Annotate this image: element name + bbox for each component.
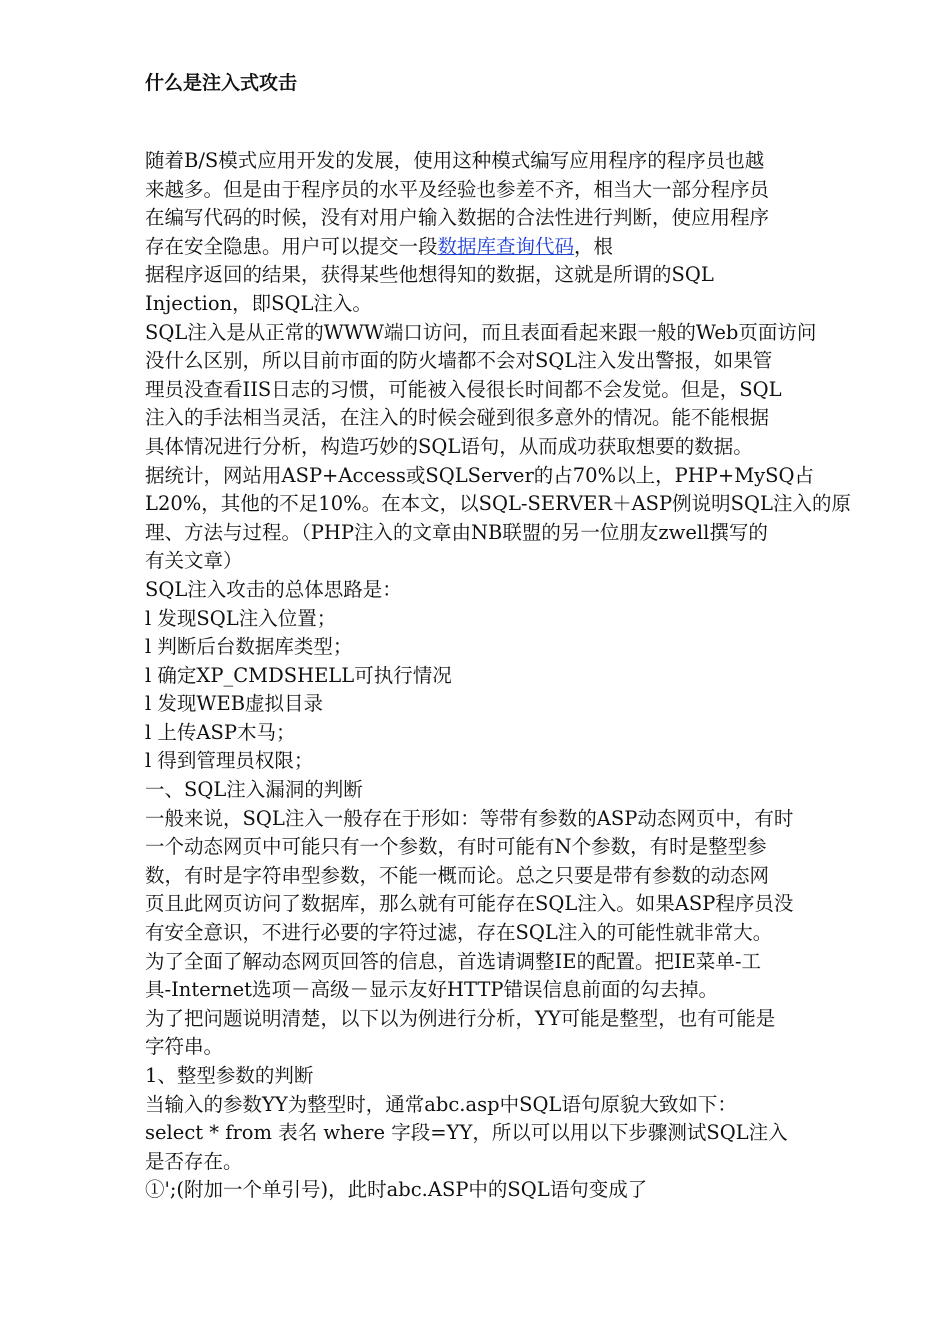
subsection-heading: 1、整型参数的判断 [145, 1064, 314, 1087]
paragraph-line: SQL注入攻击的总体思路是： [145, 577, 402, 601]
list-item: l 上传ASP木马； [145, 720, 296, 744]
paragraph-line: 当输入的参数YY为整型时，通常abc.asp中SQL语句原貌大致如下： [145, 1092, 737, 1116]
paragraph-line: 是否存在。 [145, 1149, 243, 1173]
list-item: l 得到管理员权限； [145, 749, 314, 773]
paragraph-line: Injection，即SQL注入。 [145, 291, 372, 315]
paragraph-line: 一般来说，SQL注入一般存在于形如：等带有参数的ASP动态网页中，有时 [145, 806, 794, 830]
paragraph-line: 有安全意识，不进行必要的字符过滤，存在SQL注入的可能性就非常大。 [145, 921, 773, 945]
page-title: 什么是注入式攻击 [145, 72, 298, 94]
line-text: ，根 [574, 234, 614, 258]
article-body [145, 147, 880, 1205]
paragraph-line: 据程序返回的结果，获得某些他想得知的数据，这就是所谓的SQL [145, 263, 714, 287]
paragraph-line: 字符串。 [145, 1035, 224, 1059]
paragraph-line: 来越多。但是由于程序员的水平及经验也参差不齐，相当大一部分程序员 [145, 177, 770, 201]
paragraph-line: 没什么区别，所以目前市面的防火墙都不会对SQL注入发出警报，如果管 [145, 349, 773, 373]
paragraph-line: 为了把问题说明清楚，以下以为例进行分析，YY可能是整型，也有可能是 [145, 1006, 776, 1030]
paragraph-line: 随着B/S模式应用开发的发展，使用这种模式编写应用程序的程序员也越 [145, 149, 765, 172]
paragraph-line: 数，有时是字符串型参数，不能一概而论。总之只要是带有参数的动态网 [145, 863, 770, 887]
paragraph-line: 页且此网页访问了数据库，那么就有可能存在SQL注入。如果ASP程序员没 [145, 892, 794, 916]
paragraph-line: 具-Internet选项－高级－显示友好HTTP错误信息前面的勾去掉。 [145, 978, 718, 1002]
paragraph-line: 为了全面了解动态网页回答的信息，首选请调整IE的配置。把IE菜单-工 [145, 949, 761, 973]
list-item: l 发现WEB虚拟目录 [145, 692, 324, 716]
paragraph-line: ①';(附加一个单引号)，此时abc.ASP中的SQL语句变成了 [145, 1178, 648, 1202]
paragraph-line: 具体情况进行分析，构造巧妙的SQL语句，从而成功获取想要的数据。 [145, 434, 753, 458]
paragraph-line: SQL注入是从正常的WWW端口访问，而且表面看起来跟一般的Web页面访问 [145, 320, 817, 344]
paragraph-line-with-link [145, 233, 880, 262]
paragraph-line: 注入的手法相当灵活，在注入的时候会碰到很多意外的情况。能不能根据 [145, 406, 770, 430]
paragraph-line: 在编写代码的时候，没有对用户输入数据的合法性进行判断，使应用程序 [145, 206, 770, 230]
paragraph-line: L20%，其他的不足10%。在本文，以SQL-SERVER＋ASP例说明SQL注入的原 [145, 492, 851, 516]
database-query-code-link[interactable]: 数据库查询代码 [437, 234, 575, 258]
section-heading: 一、SQL注入漏洞的判断 [145, 778, 363, 802]
paragraph-line: 据统计，网站用ASP+Access或SQLServer的占70%以上，PHP+MySQ占 [145, 463, 815, 487]
paragraph-line: select * from 表名 where 字段=YY，所以可以用以下步骤测试SQL注入 [145, 1121, 788, 1145]
list-item: l 判断后台数据库类型； [145, 635, 353, 659]
paragraph-line: 一个动态网页中可能只有一个参数，有时可能有N个参数，有时是整型参 [145, 835, 767, 859]
list-item: l 确定XP_CMDSHELL可执行情况 [145, 663, 452, 687]
paragraph-line: 有关文章） [145, 549, 243, 573]
line-text: 存在安全隐患。用户可以提交一段 [145, 234, 438, 258]
paragraph-line: 理、方法与过程。（PHP注入的文章由NB联盟的另一位朋友zwell撰写的 [145, 520, 768, 544]
paragraph-line: 理员没查看IIS日志的习惯，可能被入侵很长时间都不会发觉。但是，SQL [145, 377, 782, 401]
list-item: l 发现SQL注入位置； [145, 606, 337, 630]
